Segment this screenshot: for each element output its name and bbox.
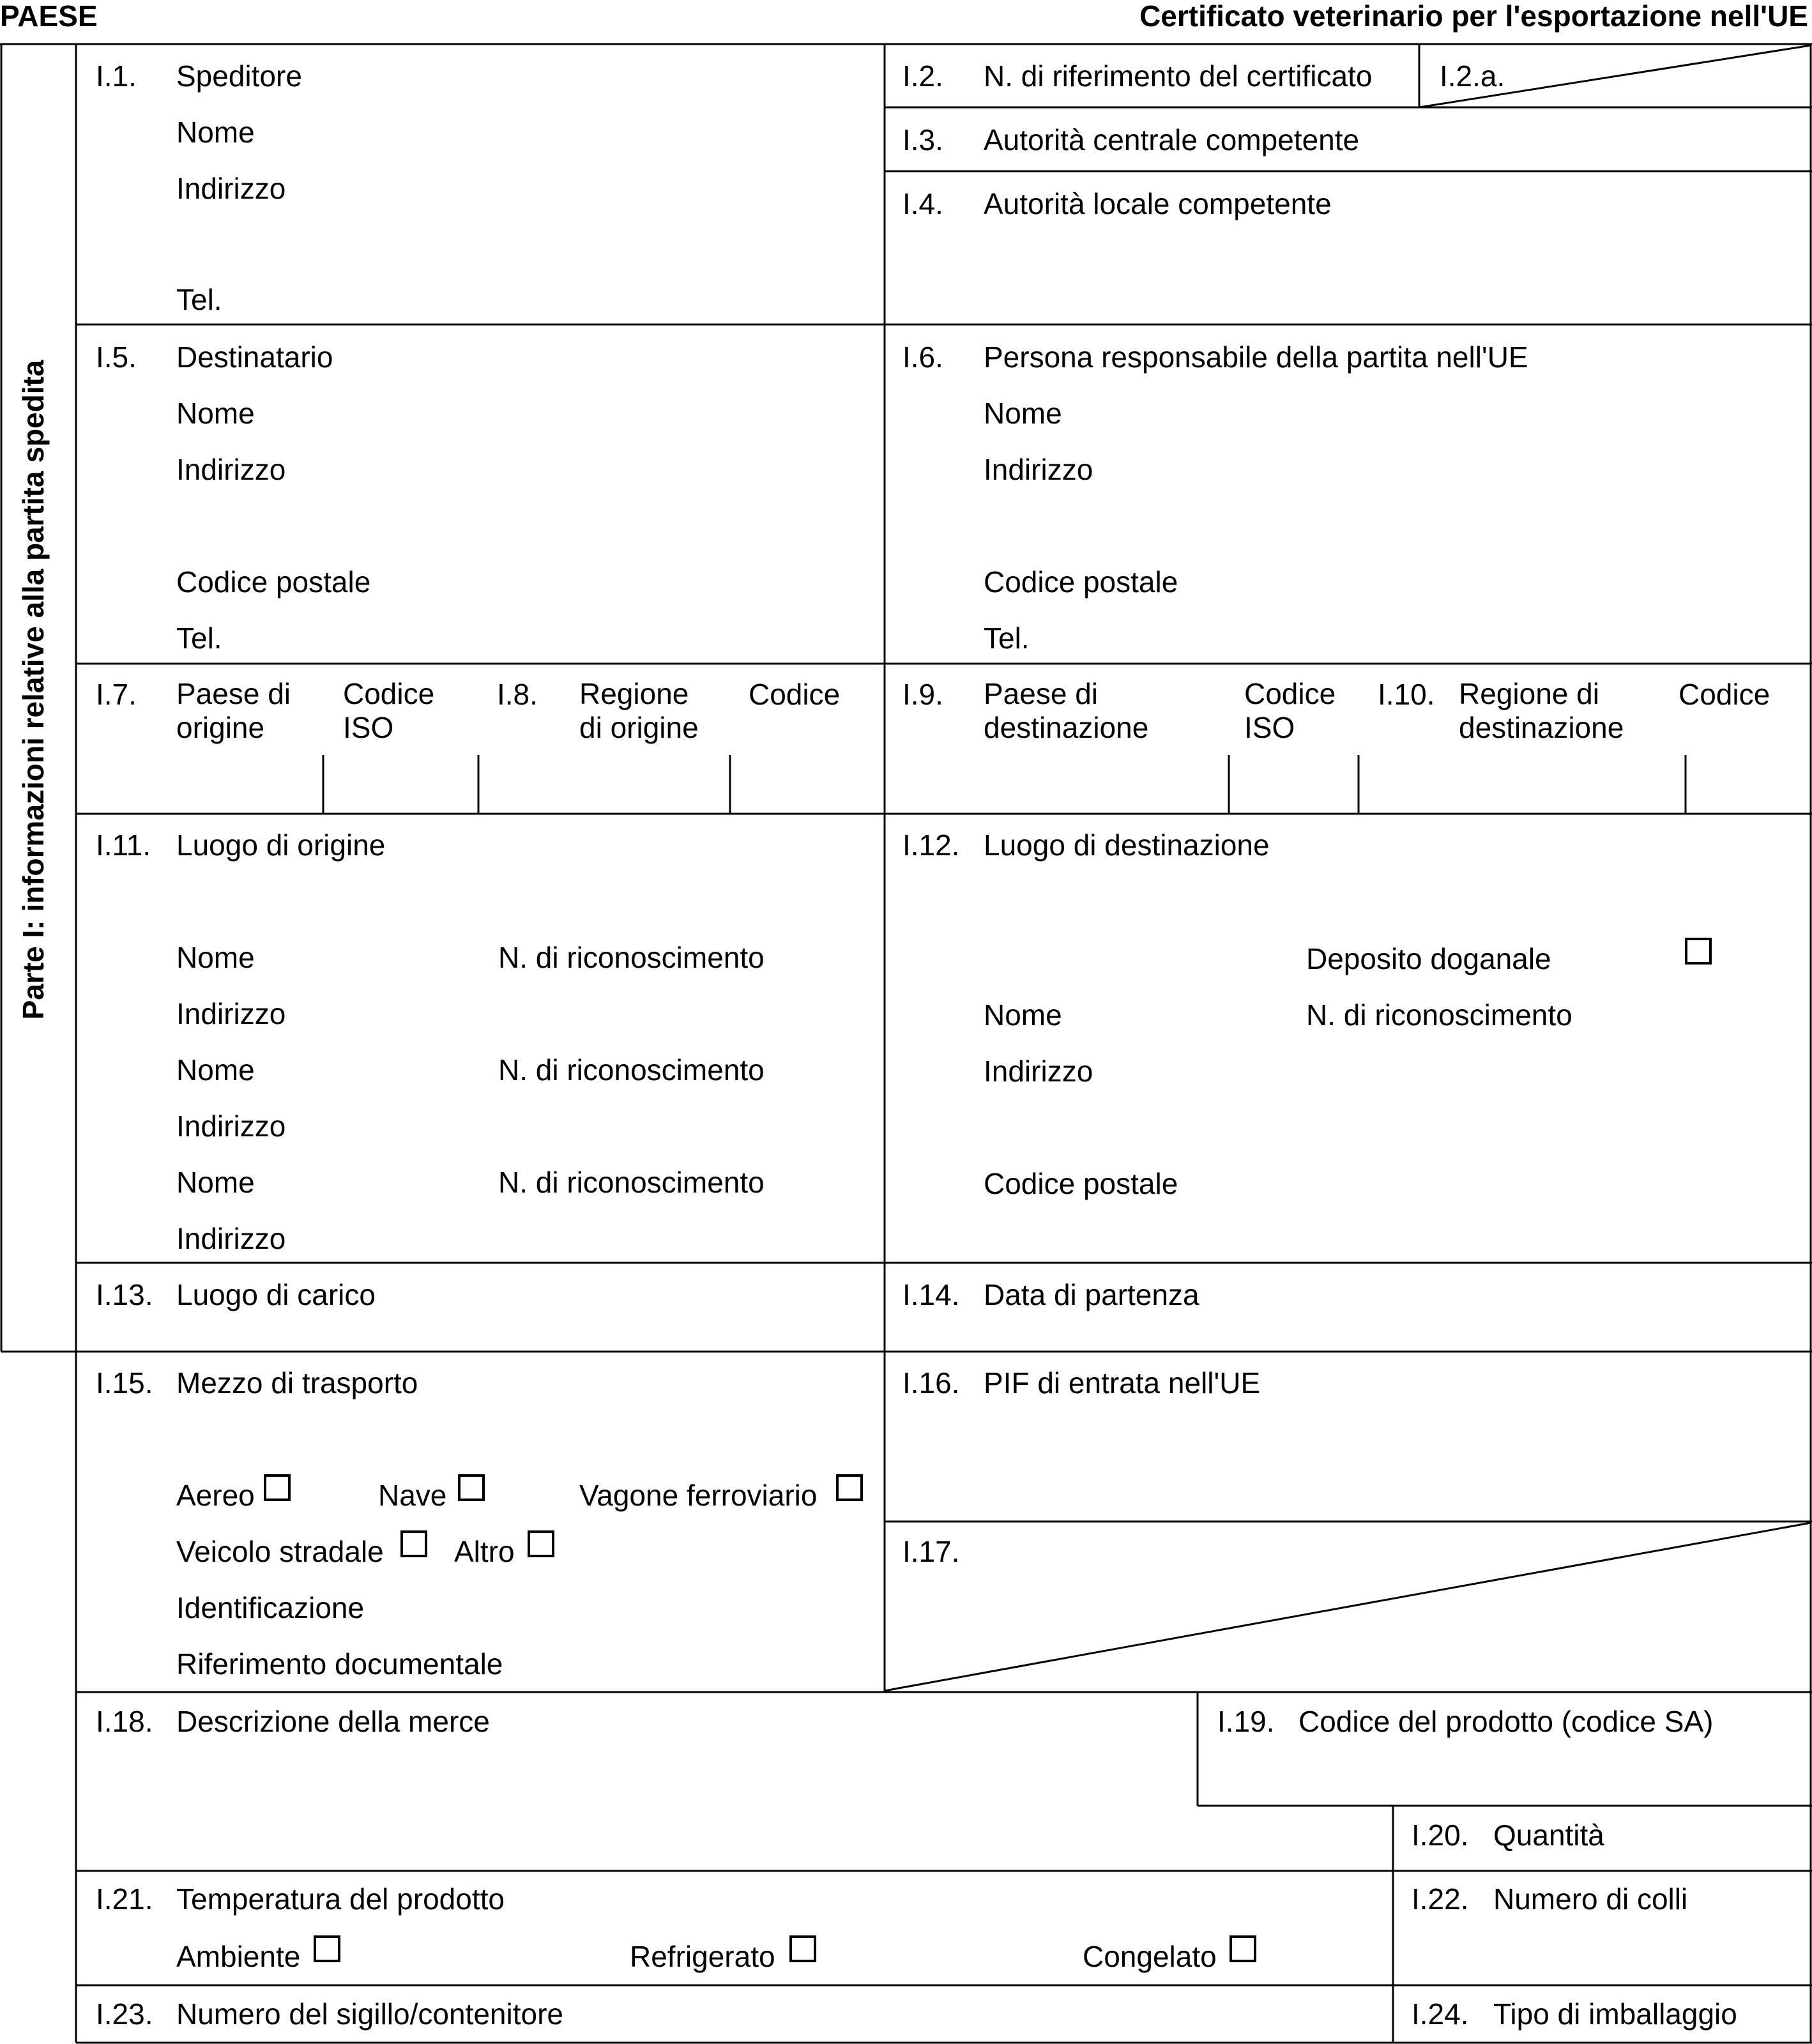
field-number: I.19. — [1217, 1705, 1275, 1738]
documentary-references-label: Riferimento documentale — [176, 1647, 503, 1681]
consignee-address-label: Indirizzo — [176, 453, 286, 486]
responsible-person-label: Persona responsabile della partita nell'UE — [984, 340, 1528, 374]
field-number: I.1. — [96, 59, 137, 93]
field-number: I.23. — [96, 1997, 153, 2031]
field-number: I.10. — [1378, 678, 1435, 711]
region-of-origin-label: Regione di origine — [579, 677, 699, 745]
responsible-name-label: Nome — [984, 397, 1062, 430]
commodity-code-label: Codice del prodotto (codice SA) — [1298, 1705, 1714, 1738]
destination-approval-number-label: N. di riconoscimento — [1306, 998, 1572, 1032]
other-transport-checkbox[interactable] — [528, 1530, 554, 1557]
other-transport-label: Altro — [454, 1535, 515, 1568]
responsible-postcode-label: Codice postale — [984, 565, 1178, 599]
certificate-title: Certificato veterinario per l'esportazione nell'UE — [1139, 0, 1808, 33]
ambient-checkbox[interactable] — [314, 1935, 340, 1962]
country-label: PAESE — [0, 0, 98, 33]
temperature-of-product-label: Temperatura del prodotto — [176, 1882, 505, 1916]
field-number: I.3. — [902, 123, 943, 156]
region-of-destination-label: Regione di destinazione — [1459, 677, 1624, 745]
field-number: I.17. — [902, 1535, 960, 1568]
aeroplane-label: Aereo — [176, 1479, 255, 1512]
chilled-label: Refrigerato — [630, 1940, 775, 1973]
certificate-reference-label: N. di riferimento del certificato — [984, 59, 1373, 93]
country-of-origin-label: Paese di origine — [176, 677, 291, 745]
railway-wagon-label: Vagone ferroviario — [579, 1479, 818, 1512]
place-of-destination-label: Luogo di destinazione — [984, 828, 1270, 862]
description-of-commodity-label: Descrizione della merce — [176, 1705, 490, 1738]
destination-address-label: Indirizzo — [984, 1055, 1093, 1088]
aeroplane-checkbox[interactable] — [264, 1474, 291, 1501]
field-number: I.16. — [902, 1366, 960, 1400]
customs-warehouse-checkbox[interactable] — [1685, 938, 1712, 965]
central-authority-label: Autorità centrale competente — [984, 123, 1360, 156]
consignee-name-label: Nome — [176, 397, 255, 430]
field-number: I.14. — [902, 1278, 960, 1311]
field-number: I.7. — [96, 678, 137, 711]
field-number: I.2. — [902, 59, 943, 93]
field-number: I.15. — [96, 1366, 153, 1400]
origin-address-label: Indirizzo — [176, 1110, 286, 1143]
field-number: I.24. — [1412, 1997, 1469, 2031]
destination-name-label: Nome — [984, 998, 1062, 1032]
consignor-label: Speditore — [176, 59, 302, 93]
field-number: I.21. — [96, 1882, 153, 1916]
seal-container-number-label: Numero del sigillo/contenitore — [176, 1997, 563, 2031]
place-of-loading-label: Luogo di carico — [176, 1278, 376, 1311]
railway-wagon-checkbox[interactable] — [836, 1474, 863, 1501]
consignor-address-label: Indirizzo — [176, 172, 286, 205]
field-number: I.4. — [902, 187, 943, 220]
customs-warehouse-label: Deposito doganale — [1306, 942, 1551, 975]
field-number-2a: I.2.a. — [1440, 59, 1505, 93]
road-vehicle-checkbox[interactable] — [400, 1530, 427, 1557]
origin-approval-number-label: N. di riconoscimento — [498, 941, 765, 974]
means-of-transport-label: Mezzo di trasporto — [176, 1366, 418, 1400]
field-number: I.5. — [96, 340, 137, 374]
ship-label: Nave — [378, 1479, 447, 1512]
field-number: I.22. — [1412, 1882, 1469, 1916]
road-vehicle-label: Veicolo stradale — [176, 1535, 384, 1568]
destination-postcode-label: Codice postale — [984, 1167, 1178, 1200]
country-of-destination-label: Paese di destinazione — [984, 677, 1149, 745]
origin-approval-number-label: N. di riconoscimento — [498, 1053, 765, 1087]
origin-iso-code-label: Codice ISO — [343, 677, 435, 745]
field-number: I.13. — [96, 1278, 153, 1311]
origin-address-label: Indirizzo — [176, 1222, 286, 1255]
type-of-packaging-label: Tipo di imballaggio — [1493, 1997, 1737, 2031]
consignor-tel-label: Tel. — [176, 283, 222, 316]
field-number: I.18. — [96, 1705, 153, 1738]
destination-region-code-label: Codice — [1679, 678, 1770, 711]
field-number: I.11. — [96, 828, 151, 862]
origin-name-label: Nome — [176, 941, 255, 974]
consignee-postcode-label: Codice postale — [176, 565, 371, 599]
part-one-side-label: Parte I: informazioni relative alla partita spedita — [17, 360, 50, 1020]
field-number: I.9. — [902, 678, 943, 711]
field-number: I.12. — [902, 828, 960, 862]
ambient-label: Ambiente — [176, 1940, 301, 1973]
place-of-origin-label: Luogo di origine — [176, 828, 386, 862]
field-number: I.20. — [1412, 1819, 1469, 1852]
bip-of-entry-label: PIF di entrata nell'UE — [984, 1366, 1261, 1400]
ship-checkbox[interactable] — [458, 1474, 485, 1501]
frozen-checkbox[interactable] — [1230, 1935, 1256, 1962]
quantity-label: Quantità — [1493, 1819, 1604, 1852]
origin-name-label: Nome — [176, 1166, 255, 1199]
origin-approval-number-label: N. di riconoscimento — [498, 1166, 765, 1199]
consignee-label: Destinatario — [176, 340, 333, 374]
date-of-departure-label: Data di partenza — [984, 1278, 1199, 1311]
origin-name-label: Nome — [176, 1053, 255, 1087]
origin-address-label: Indirizzo — [176, 997, 286, 1030]
identification-label: Identificazione — [176, 1591, 365, 1624]
responsible-tel-label: Tel. — [984, 622, 1030, 655]
number-of-packages-label: Numero di colli — [1493, 1882, 1688, 1916]
field-number: I.6. — [902, 340, 943, 374]
consignee-tel-label: Tel. — [176, 622, 222, 655]
consignor-name-label: Nome — [176, 116, 255, 149]
local-authority-label: Autorità locale competente — [984, 187, 1332, 220]
field-number: I.8. — [497, 678, 538, 711]
chilled-checkbox[interactable] — [789, 1935, 816, 1962]
destination-iso-code-label: Codice ISO — [1244, 677, 1336, 745]
frozen-label: Congelato — [1083, 1940, 1217, 1973]
origin-region-code-label: Codice — [749, 678, 841, 711]
responsible-address-label: Indirizzo — [984, 453, 1093, 486]
